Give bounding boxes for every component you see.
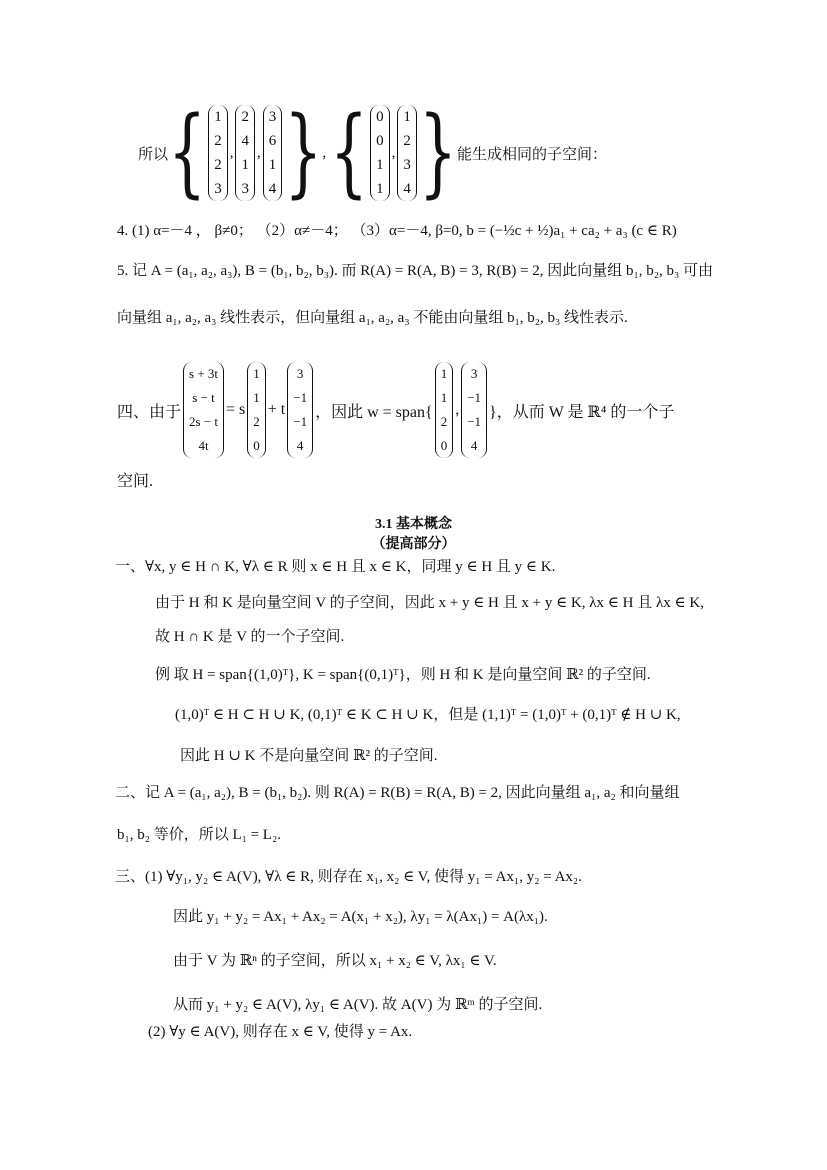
text-line: 由于 H 和 K 是向量空间 V 的子空间，因此 x + y ∈ H 且 x + y ∈ K, λx ∈ H 且 λx ∈ K, <box>155 595 704 611</box>
answer-four: 四、由于 s + 3t s − t 2s − t 4t = s 1 1 2 0 + t 3 −1 −1 4 ，因此 w = span{ 1 1 2 0 , 3 −1 −1 4 }，从而 W 是 ℝ⁴ 的一个子 <box>117 362 674 458</box>
vector: 1 1 2 0 <box>247 362 266 458</box>
text-line: 三、(1) ∀y₁, y₂ ∈ A(V), ∀λ ∈ R, 则存在 x₁, x₂ ∈ V, 使得 y₁ = Ax₁, y₂ = Ax₂. <box>115 869 582 885</box>
answer-4: 4. (1) α=－4 ， β≠0； （2）α≠－4； （3）α=－4, β=0, b = (−½c + ½)a₁ + ca₂ + a₃ (c ∈ R) <box>117 223 677 239</box>
vector: 3 −1 −1 4 <box>287 362 313 458</box>
text: ，因此 w = span{ <box>315 403 433 421</box>
text: 四、由于 <box>117 403 182 421</box>
text-line: (2) ∀y ∈ A(V), 则存在 x ∈ V, 使得 y = Ax. <box>148 1024 413 1040</box>
text: 所以 <box>138 146 169 163</box>
answer-5-cont: 向量组 a₁, a₂, a₃ 线性表示，但向量组 a₁, a₂, a₃ 不能由向量组 b₁, b₂, b₃ 线性表示. <box>117 310 628 326</box>
matrix-sets-statement: 所以 { 1 2 2 3 , 2 4 1 3 , 3 6 1 4 } , { 0 0 1 1 , 1 2 3 4 } 能生成相同的子空间： <box>138 97 608 209</box>
text-line: 二、记 A = (a₁, a₂), B = (b₁, b₂). 则 R(A) = R(B) = R(A, B) = 2, 因此向量组 a₁, a₂ 和向量组 <box>115 785 680 801</box>
vector: 2 4 1 3 <box>235 105 255 201</box>
vector: s + 3t s − t 2s − t 4t <box>183 362 224 458</box>
vector: 3 −1 −1 4 <box>461 362 487 458</box>
vector: 3 6 1 4 <box>263 105 283 201</box>
section-title: 3.1 基本概念 <box>375 517 452 532</box>
right-brace: } <box>418 97 458 209</box>
left-brace: { <box>168 97 207 209</box>
text-line: 因此 y₁ + y₂ = Ax₁ + Ax₂ = A(x₁ + x₂), λy₁ = λ(Ax₁) = A(λx₁). <box>173 909 548 925</box>
right-brace: } <box>284 97 323 209</box>
text-line: 由于 V 为 ℝⁿ 的子空间，所以 x₁ + x₂ ∈ V, λx₁ ∈ V. <box>173 953 497 969</box>
text: 能生成相同的子空间： <box>457 146 608 163</box>
answer-5: 5. 记 A = (a₁, a₂, a₃), B = (b₁, b₂, b₃). 而 R(A) = R(A, B) = 3, R(B) = 2, 因此向量组 b₁, b₂, b₃ 可由 <box>117 263 713 279</box>
text: }，从而 W 是 ℝ⁴ 的一个子 <box>489 403 675 421</box>
text-line: 例 取 H = span{(1,0)ᵀ}, K = span{(0,1)ᵀ}，则 H 和 K 是向量空间 ℝ² 的子空间. <box>155 667 651 683</box>
text-line: b₁, b₂ 等价，所以 L₁ = L₂. <box>117 827 281 843</box>
vector: 1 2 2 3 <box>208 105 228 201</box>
text-line: 从而 y₁ + y₂ ∈ A(V), λy₁ ∈ A(V). 故 A(V) 为 ℝᵐ 的子空间. <box>173 997 543 1013</box>
vector: 1 2 3 4 <box>397 105 417 201</box>
text: + t <box>267 401 286 418</box>
text: = s <box>226 401 246 418</box>
text-line: 故 H ∩ K 是 V 的一个子空间. <box>155 629 345 645</box>
text-line: 因此 H ∪ K 不是向量空间 ℝ² 的子空间. <box>180 748 438 764</box>
left-brace: { <box>329 97 369 209</box>
vector: 1 1 2 0 <box>435 362 454 458</box>
vector: 0 0 1 1 <box>370 105 390 201</box>
text-line: (1,0)ᵀ ∈ H ⊂ H ∪ K, (0,1)ᵀ ∈ K ⊂ H ∪ K，但是 (1,1)ᵀ = (1,0)ᵀ + (0,1)ᵀ ∉ H ∪ K, <box>175 707 681 723</box>
text-line: 一、∀x, y ∈ H ∩ K, ∀λ ∈ R 则 x ∈ H 且 x ∈ K，同理 y ∈ H 且 y ∈ K. <box>115 559 556 575</box>
answer-four-cont: 空间. <box>117 473 154 490</box>
section-subtitle: （提高部分） <box>371 537 456 552</box>
